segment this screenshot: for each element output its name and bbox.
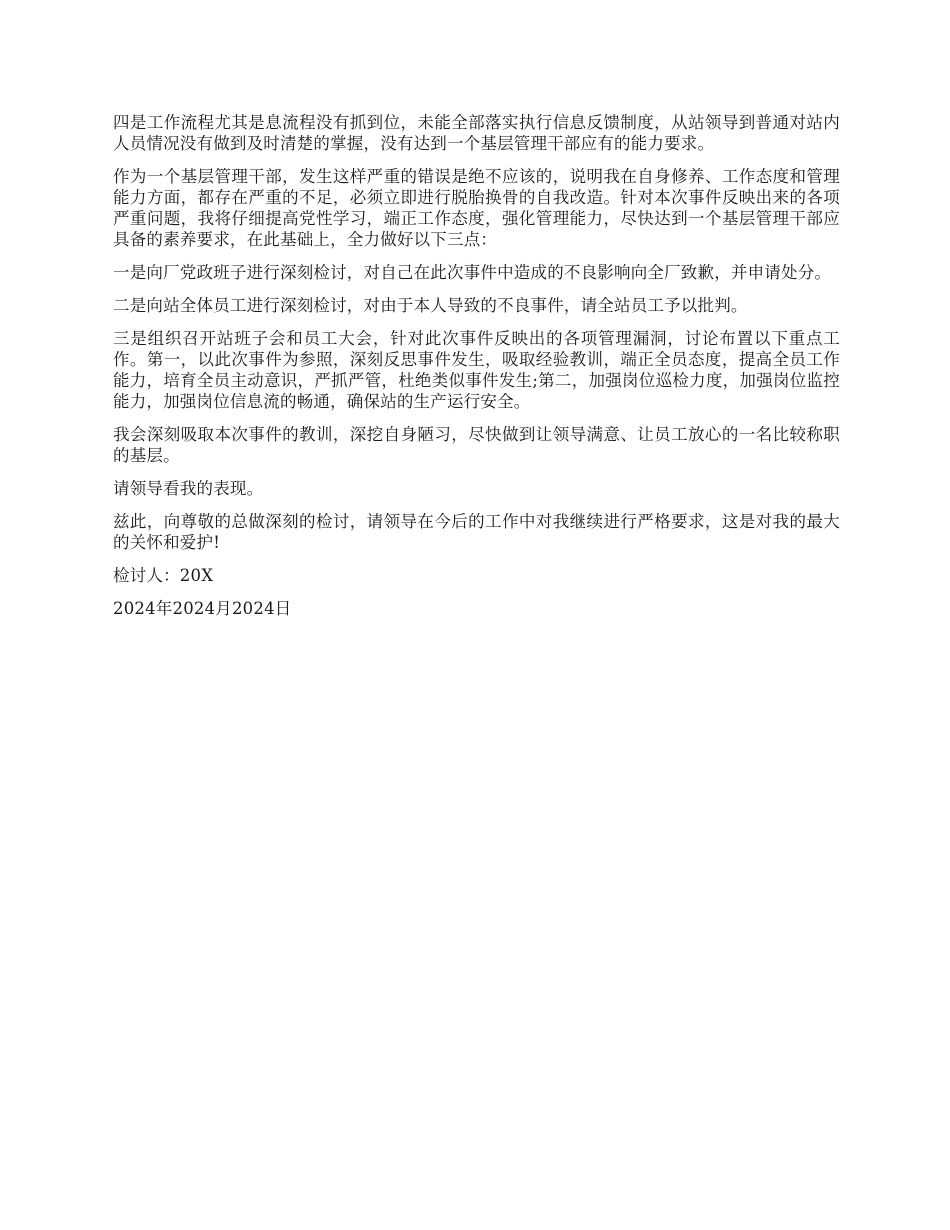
paragraph-self-reflection: 作为一个基层管理干部，发生这样严重的错误是绝不应该的，说明我在自身修养、工作态度和管理能力方面，都存在严重的不足，必须立即进行脱胎换骨的自我改造。针对本次事件反映出来的各项严重问题，我将仔细提高党性学习，端正工作态度，强化管理能力，尽快达到一个基层管理干部应具备的素养要求，在此基础上，全力做好以下三点： <box>113 167 840 249</box>
signature-line: 检讨人：20X <box>113 566 214 585</box>
paragraph-point-four: 四是工作流程尤其是息流程没有抓到位，未能全部落实执行信息反馈制度，从站领导到普通对站内人员情况没有做到及时清楚的掌握，没有达到一个基层管理干部应有的能力要求。 <box>113 113 840 153</box>
paragraph-point-one: 一是向厂党政班子进行深刻检讨，对自己在此次事件中造成的不良影响向全厂致歉，并申请处分。 <box>113 263 832 282</box>
paragraph-commitment: 我会深刻吸取本次事件的教训，深挖自身陋习，尽快做到让领导满意、让员工放心的一名比较称职的基层。 <box>113 425 840 465</box>
date-line: 2024年2024月2024日 <box>113 599 292 618</box>
paragraph-point-two: 二是向站全体员工进行深刻检讨，对由于本人导致的不良事件，请全站员工予以批判。 <box>113 296 748 315</box>
paragraph-point-three: 三是组织召开站班子会和员工大会，针对此次事件反映出的各项管理漏洞，讨论布置以下重点工作。第一，以此次事件为参照，深刻反思事件发生，吸取经验教训，端正全员态度，提高全员工作能力，培育全员主动意识，严抓严管，杜绝类似事件发生;第二，加强岗位巡检力度，加强岗位监控能力，加强岗位信息流的畅通，确保站的生产运行安全。 <box>113 329 840 411</box>
document-body <box>113 112 840 631</box>
paragraph-request: 请领导看我的表现。 <box>113 479 264 498</box>
paragraph-closing: 兹此，向尊敬的总做深刻的检讨，请领导在今后的工作中对我继续进行严格要求，这是对我的最大的关怀和爱护! <box>113 512 840 552</box>
